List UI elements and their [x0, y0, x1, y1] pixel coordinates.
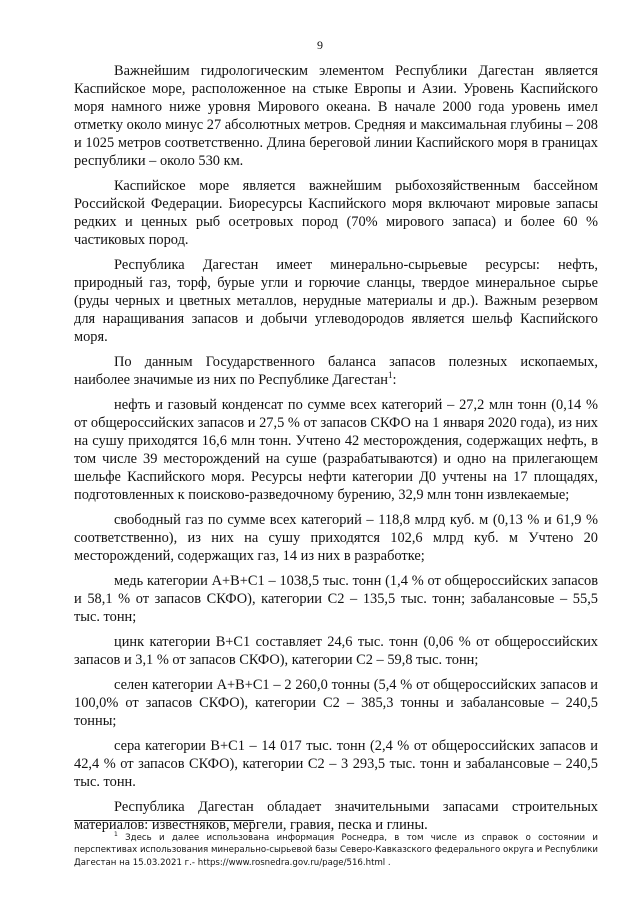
page-body: [74, 62, 598, 841]
paragraph-mineral-resources: Республика Дагестан имеет минерально-сырьевые ресурсы: нефть, природный газ, торф, бурые угли и горючие сланцы, твердое минеральное сырье (руды черных и цветных металлов, нерудные материалы и др.). Важным резервом для наращивания запасов и добычи углеводородов является шельф Каспийского моря.: [74, 257, 598, 345]
paragraph-caspian-sea: Важнейшим гидрологическим элементом Республики Дагестан является Каспийское море, расположенное на стыке Европы и Азии. Уровень Каспийского моря намного ниже уровня Мирового океана. В начале 2000 года уровень имел отметку около минус 27 абсолютных метров. Средняя и максимальная глубины – 208 и 1025 метров соответственно. Длина береговой линии Каспийского моря в границах республики – около 530 км.: [74, 63, 598, 169]
paragraph-gas: свободный газ по сумме всех категорий – 118,8 млрд куб. м (0,13 % и 61,9 % соответственно), из них на сушу приходятся 102,6 млрд куб. м Учтено 20 месторождений, содержащих газ, 14 из них в разработке;: [74, 512, 598, 564]
footnote-text: Здесь и далее использована информация Роснедра, в том числе из справок о состоянии и перспективах использования минерально-сырьевой базы Северо-Кавказского федерального округа и Республики Дагестан на 15.03.2021 г.- https://www.rosnedra.gov.ru/page/516.html .: [74, 832, 598, 868]
page-number: 9: [317, 38, 323, 52]
paragraph-oil: нефть и газовый конденсат по сумме всех категорий – 27,2 млн тонн (0,14 % от общероссийских запасов и 27,5 % от запасов СКФО на 1 января 2020 года), из них на сушу приходятся 16,6 млн тонн. Учтено 42 месторождения, содержащих нефть, в том числе 39 месторождений на суше (разрабатываются) и одно на прилегающем шельфе Каспийского моря. Ресурсы нефти категории Д0 учтены на 17 площадях, подготовленных к поисково-разведочному бурению, 32,9 млн тонн извлекаемые;: [74, 397, 598, 503]
footnote: [74, 829, 598, 869]
paragraph-selenium: селен категории А+В+С1 – 2 260,0 тонны (5,4 % от общероссийских запасов и 100,0% от запасов СКФО), категории С2 – 385,3 тонны и забалансовые – 240,5 тонны;: [74, 677, 598, 729]
footnote-divider: [74, 820, 254, 821]
paragraph-copper: медь категории А+В+С1 – 1038,5 тыс. тонн (1,4 % от общероссийских запасов и 58,1 % от запасов СКФО), категории С2 – 135,5 тыс. тонн; забалансовые – 55,5 тыс. тонн;: [74, 573, 598, 625]
paragraph-state-balance: [74, 353, 598, 389]
footnote-reference: 1: [387, 370, 393, 381]
paragraph-sulfur: сера категории В+С1 – 14 017 тыс. тонн (2,4 % от общероссийских запасов и 42,4 % от запасов СКФО), категории С2 – 3 293,5 тыс. тонн и забалансовые – 240,5 тыс. тонн.: [74, 738, 598, 790]
state-balance-colon: :: [392, 372, 397, 388]
paragraph-building-materials: Республика Дагестан обладает значительными запасами строительных материалов: известняков, мергели, гравия, песка и глины.: [74, 799, 598, 833]
paragraph-fisheries: Каспийское море является важнейшим рыбохозяйственным бассейном Российской Федерации. Биоресурсы Каспийского моря включают мировые запасы редких и ценных рыб осетровых пород (70% мирового запаса) и более 60 % частиковых пород.: [74, 178, 598, 248]
footnote-marker: 1: [114, 831, 118, 838]
state-balance-text: По данным Государственного баланса запасов полезных ископаемых, наиболее значимые из них по Республике Дагестан: [74, 354, 598, 388]
paragraph-zinc: цинк категории В+С1 составляет 24,6 тыс. тонн (0,06 % от общероссийских запасов и 3,1 % от запасов СКФО), категории С2 – 59,8 тыс. тонн;: [74, 634, 598, 668]
